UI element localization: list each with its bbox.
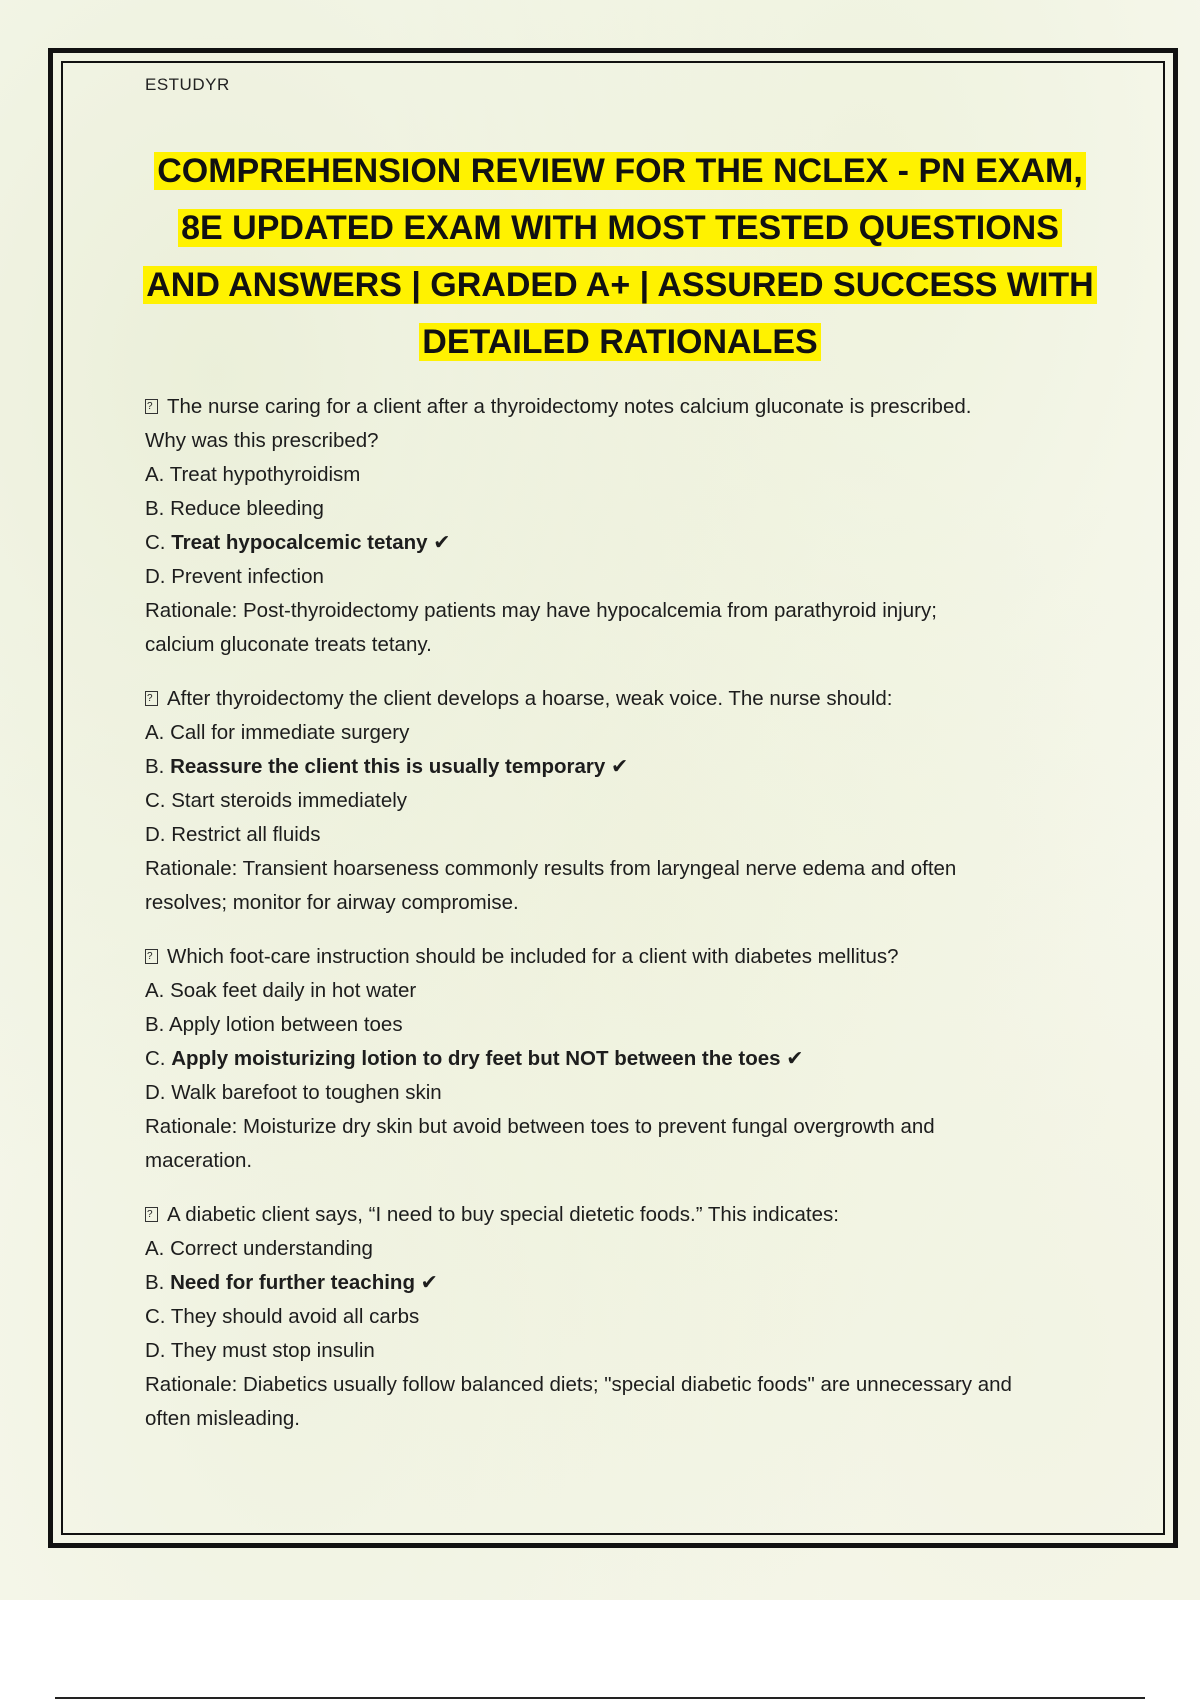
answer-option-d [145,1076,1095,1110]
rationale-text: resolves; monitor for airway compromise. [145,891,519,914]
rationale-text: maceration. [145,1149,253,1172]
option-text: Restrict all fluids [171,823,321,846]
option-letter: A. [145,979,165,1002]
rationale-text: calcium gluconate treats tetany. [145,633,432,656]
option-text: They must stop insulin [170,1339,375,1362]
option-letter: D. [145,823,166,846]
checkmark-icon: ✔ [420,1271,438,1294]
rationale-text: Rationale: Post-thyroidectomy patients may have hypocalcemia from parathyroid injury; [145,599,937,622]
option-text: They should avoid all carbs [170,1305,420,1328]
question-stem [145,940,1095,974]
option-text: Walk barefoot to toughen skin [171,1081,442,1104]
question-stem-text: A diabetic client says, “I need to buy special dietetic foods.” This indicates: [167,1203,839,1226]
option-letter: B. [145,1013,165,1036]
answer-option-c [145,1300,1095,1334]
title-line: 8E UPDATED EXAM WITH MOST TESTED QUESTIONS [178,209,1062,247]
option-letter: A. [145,1237,165,1260]
question-stem-text: The nurse caring for a client after a thyroidectomy notes calcium gluconate is prescribed. [167,395,972,418]
answer-option-a [145,1232,1095,1266]
page-bottom-margin [0,1600,1200,1700]
answer-option-b-correct [145,750,1095,784]
document-title [130,143,1110,371]
answer-option-b [145,492,1095,526]
question-item [145,940,1095,1178]
rationale-text: Rationale: Diabetics usually follow balanced diets; "special diabetic foods" are unnecessary and [145,1373,1012,1396]
option-text: Need for further teaching [170,1271,415,1294]
checkmark-icon: ✔ [433,531,451,554]
answer-option-d [145,818,1095,852]
option-text: Prevent infection [171,565,324,588]
question-item [145,682,1095,920]
question-bullet-icon [145,1207,158,1222]
answer-option-b [145,1008,1095,1042]
option-text: Reduce bleeding [170,497,324,520]
option-text: Apply moisturizing lotion to dry feet but NOT between the toes [171,1047,781,1070]
answer-option-a [145,974,1095,1008]
option-text: Treat hypothyroidism [169,463,361,486]
question-stem [145,390,1095,424]
title-line: DETAILED RATIONALES [419,323,820,361]
answer-option-b-correct [145,1266,1095,1300]
option-letter: C. [145,789,166,812]
question-stem [145,1198,1095,1232]
question-item [145,390,1095,662]
question-stem-text: After thyroidectomy the client develops a hoarse, weak voice. The nurse should: [167,687,893,710]
answer-option-d [145,1334,1095,1368]
option-letter: B. [145,1271,165,1294]
brand-label: ESTUDYR [145,75,230,94]
option-letter: D. [145,1339,166,1362]
option-text: Apply lotion between toes [168,1013,403,1036]
option-text: Treat hypocalcemic tetany [171,531,428,554]
option-letter: D. [145,1081,166,1104]
option-letter: C. [145,531,166,554]
title-line: AND ANSWERS | GRADED A+ | ASSURED SUCCESS WITH [143,266,1096,304]
question-bullet-icon [145,691,158,706]
title-line: COMPREHENSION REVIEW FOR THE NCLEX - PN EXAM, [154,152,1086,190]
option-text: Soak feet daily in hot water [170,979,417,1002]
question-bullet-icon [145,399,158,414]
answer-option-c-correct [145,1042,1095,1076]
option-text: Reassure the client this is usually temporary [170,755,606,778]
question-stem-text: Which foot-care instruction should be included for a client with diabetes mellitus? [167,945,899,968]
option-letter: B. [145,497,165,520]
answer-option-d [145,560,1095,594]
checkmark-icon: ✔ [786,1047,804,1070]
question-bullet-icon [145,949,158,964]
question-item [145,1198,1095,1436]
rationale-text: Rationale: Transient hoarseness commonly results from laryngeal nerve edema and often [145,857,957,880]
question-stem [145,682,1095,716]
rationale-text: Rationale: Moisturize dry skin but avoid between toes to prevent fungal overgrowth and [145,1115,935,1138]
answer-option-a [145,716,1095,750]
answer-option-c [145,784,1095,818]
option-letter: A. [145,463,165,486]
answer-option-a [145,458,1095,492]
option-letter: C. [145,1047,166,1070]
option-letter: C. [145,1305,166,1328]
option-letter: A. [145,721,165,744]
footer-rule [55,1697,1145,1699]
option-text: Call for immediate surgery [170,721,410,744]
checkmark-icon: ✔ [611,755,629,778]
option-letter: D. [145,565,166,588]
question-list [145,390,1095,1456]
question-stem-text: Why was this prescribed? [145,429,379,452]
option-letter: B. [145,755,165,778]
rationale-text: often misleading. [145,1407,300,1430]
answer-option-c-correct [145,526,1095,560]
option-text: Start steroids immediately [171,789,408,812]
option-text: Correct understanding [170,1237,373,1260]
